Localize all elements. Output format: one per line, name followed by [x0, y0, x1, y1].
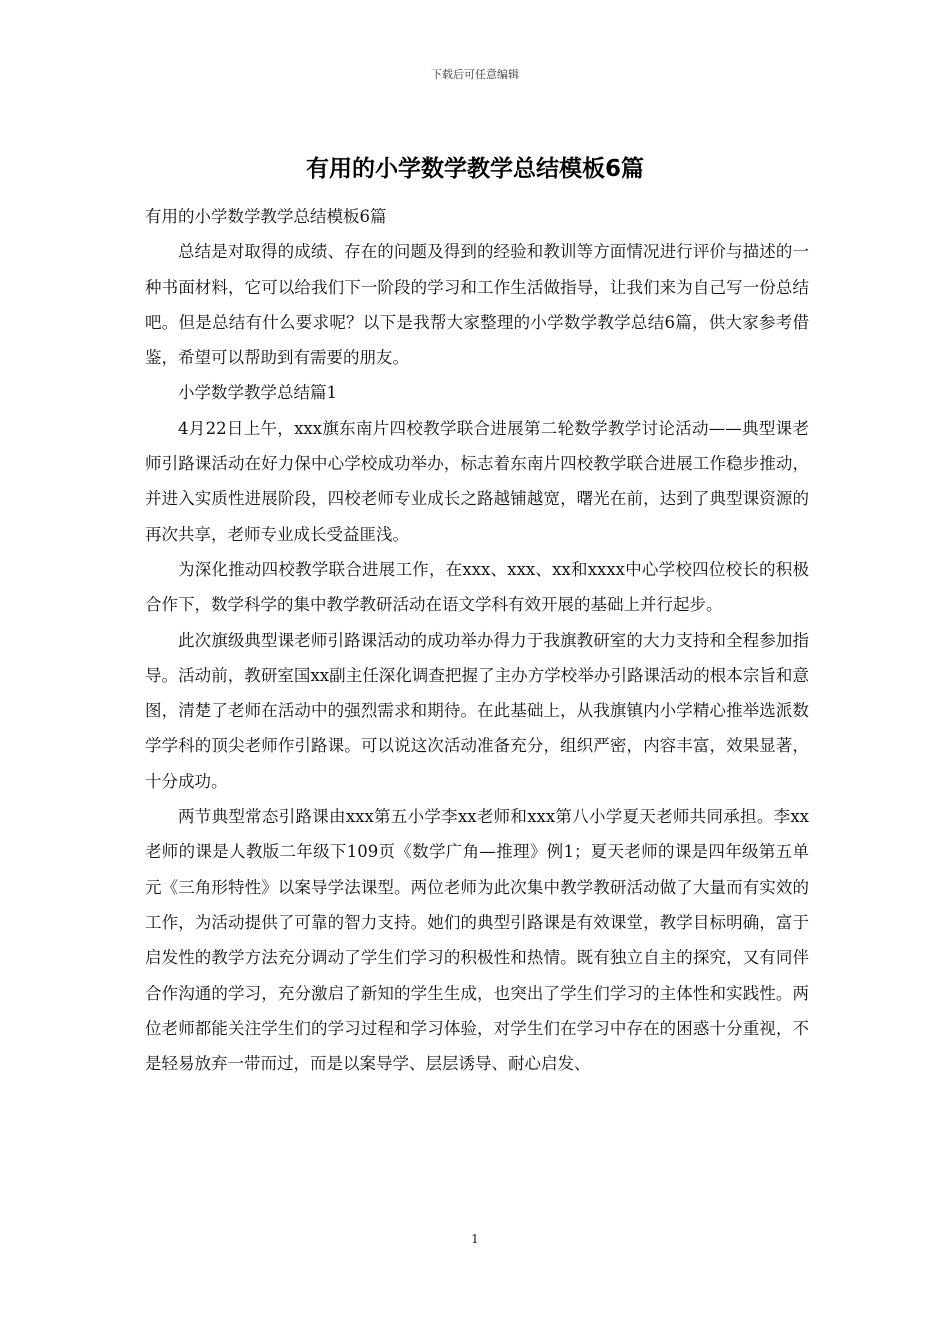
body-paragraph: 两节典型常态引路课由xxx第五小学李xx老师和xxx第八小学夏天老师共同承担。李xx老师的课是人教版二年级下109页《数学广角—推理》例1；夏天老师的课是四年级第五单元《三角形特性》以案导学法课型。两位老师为此次集中教学教研活动做了大量而有实效的工作，为活动提供了可靠的智力支持。她们的典型引路课是有效课堂，教学目标明确，富于启发性的教学方法充分调动了学生们学习的积极性和热情。既有独立自主的探究，又有同伴合作沟通的学习，充分激启了新知的学生生成，也突出了学生们学习的主体性和实践性。两位老师都能关注学生们的学习过程和学习体验，对学生们在学习中存在的困惑十分重视，不是轻易放弃一带而过，而是以案导学、层层诱导、耐心启发、	[145, 807, 809, 1074]
header-note: 下载后可任意编辑	[431, 68, 519, 81]
document-subtitle: 有用的小学数学教学总结模板6篇	[145, 207, 387, 226]
document-body	[145, 199, 809, 1081]
document-title: 有用的小学数学教学总结模板6篇	[305, 156, 644, 182]
body-paragraph: 4月22日上午，xxx旗东南片四校教学联合进展第二轮数学教学讨论活动——典型课老师引路课活动在好力保中心学校成功举办，标志着东南片四校教学联合进展工作稳步推动，并进入实质性进展阶段，四校老师专业成长之路越铺越宽，曙光在前，达到了典型课资源的再次共享，老师专业成长受益匪浅。	[145, 418, 809, 544]
body-paragraph: 此次旗级典型课老师引路课活动的成功举办得力于我旗教研室的大力支持和全程参加指导。活动前，教研室国xx副主任深化调查把握了主办方学校举办引路课活动的根本宗旨和意图，清楚了老师在活动中的强烈需求和期待。在此基础上，从我旗镇内小学精心推举选派数学学科的顶尖老师作引路课。可以说这次活动准备充分，组织严密，内容丰富，效果显著，十分成功。	[145, 630, 809, 791]
page-number: 1	[471, 1232, 479, 1246]
body-paragraph: 为深化推动四校教学联合进展工作，在xxx、xxx、xx和xxxx中心学校四位校长的积极合作下，数学科学的集中教学教研活动在语文学科有效开展的基础上并行起步。	[145, 559, 809, 615]
intro-paragraph: 总结是对取得的成绩、存在的问题及得到的经验和教训等方面情况进行评价与描述的一种书面材料，它可以给我们下一阶段的学习和工作生活做指导，让我们来为自己写一份总结吧。但是总结有什么要求呢？以下是我帮大家整理的小学数学教学总结6篇，供大家参考借鉴，希望可以帮助到有需要的朋友。	[145, 242, 809, 368]
section-heading: 小学数学教学总结篇1	[178, 383, 337, 403]
